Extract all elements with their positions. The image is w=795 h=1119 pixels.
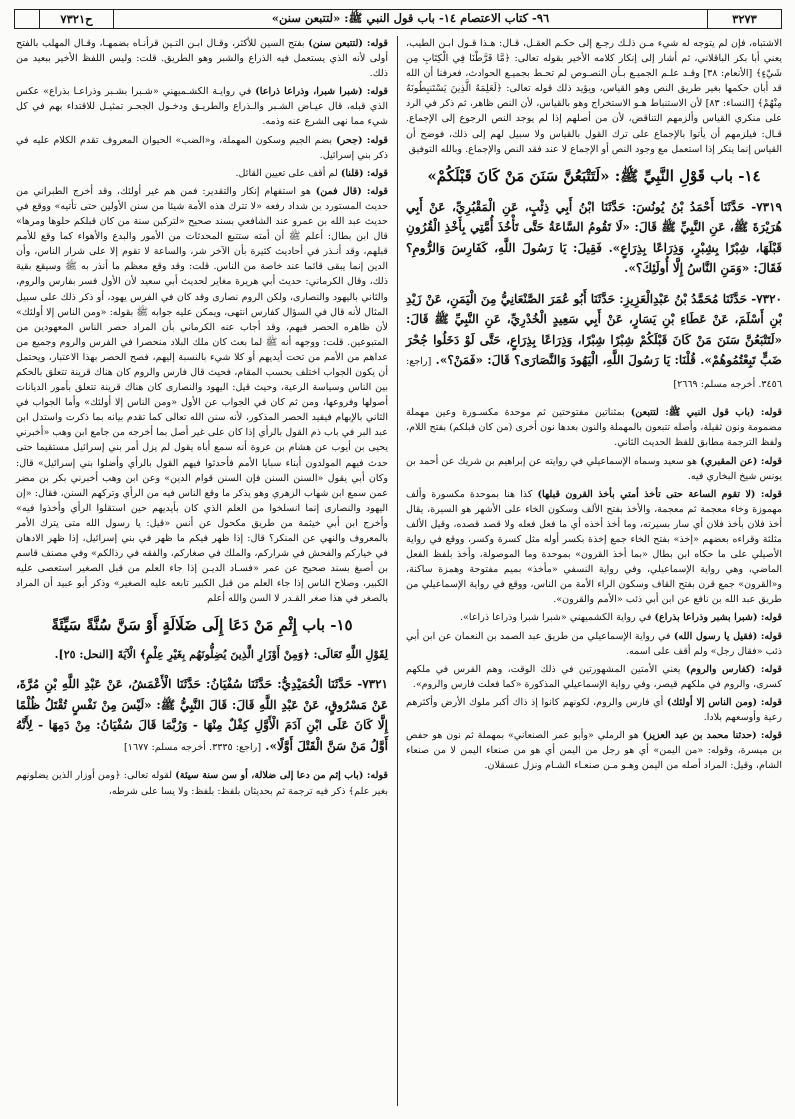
commentary-label: قوله: (فقيل يا رسول الله) [673, 630, 782, 642]
hadith-7320-reference: [راجع: ٣٤٥٦. أخرجه مسلم: ٢٦٦٩] [406, 356, 782, 390]
commentary-text: هو الرملي «وأبو عمر الصنعاني» بمهملة ثم نون هو حفص بن ميسرة، وقوله: «من اليمن» أي هو رجل من اليمن أي هو من صنعاء اليمن لا من صنعاء الشام، وقيل: المراد أصله من اليمن وهـو مـن صنعـاء الشـام ونزل عسقلان. [406, 730, 782, 772]
commentary-paragraph [406, 662, 782, 692]
commentary-label: قوله: (قلنا) [340, 167, 388, 179]
commentary-text: بمثناتين مفتوحتين ثم موحدة مكسـورة وعين مهملة مضمومة ونون ثقيلة، وأصله تتبعون بالمهملة والنون بعدها نون أخرى (من كان قبلكم) بفتح اللام، ولفظ الترجمة مطابق للفظ الحديث الثاني. [406, 407, 782, 449]
column-divider [397, 36, 398, 1106]
commentary-paragraph [406, 695, 782, 725]
hadith-7320 [406, 289, 782, 396]
commentary-text: كذا هنا بموحدة مكسورة وألف مهموزة وخاء معجمة ثم معجمة، والأخذ بفتح الألف وسكون الخاء على الأشهر هو السيرة، يقال أخذ فلان بأخذ فلان أي سار بسيرته، وما أخذ أخذه أي ما فعل فعله ولا قصد قصده، وقيل الألف مثلثة وقراءه بعضهم «إخذ» بفتح الخاء جمع إخذة بكسر أوله مثل كسرة وكسر، ووقع في رواية الأصيلي على ما حكاه ابن بطال «بما أخذ القرون» بموحدة وما الموصولة، وأخذ بلفظ الفعل الماضي، وهي رواية الإسماعيلي، وفي رواية النسفي «مأخذ» بميم مفتوحة وهمزة ساكنة، و«القرون» جمع قرن بفتح القاف وسكون الراء الأمة من الناس، ووقع في رواية الإسماعيلي من طريق عبد الله بن نافع عن ابن أبي ذئب «الأمم والقرون». [406, 488, 782, 606]
running-title: ٩٦- كتاب الاعتصام ١٤- باب قول النبي ﷺ: «لتتبعن سنن» [113, 10, 707, 28]
quran-citation: لِقَوْلِ اللَّهِ تَعَالَى: ﴿وَمِنْ أَوْزَارِ الَّذِينَ يُضِلُّونَهُم بِغَيْرِ عِلْمٍ﴾ الْآيَةَ [النحل: ٢٥]. [54, 648, 388, 662]
commentary-text: لقوله تعالى: ﴿ومن أوزار الذين يضلونهم بغير علم﴾ ذكر فيه ترجمة ثم بحديثان بلفظ: بلفظ: ولا يسا على شرطه، [16, 770, 388, 797]
commentary-paragraph [16, 133, 388, 163]
commentary-paragraph [406, 405, 782, 450]
chapter-heading-14: ١٤- باب قَوْلِ النَّبِيِّ ﷺ: «لَتَتْبَعُنَّ سَنَنَ مَنْ كَانَ قَبْلَكُمْ» [427, 166, 761, 185]
commentary-paragraph [406, 487, 782, 608]
commentary-paragraph [406, 728, 782, 773]
hadith-7321 [16, 674, 388, 758]
commentary-label: قوله: (عن المقبري) [700, 455, 783, 467]
commentary-text: هو سعيد وسماه الإسماعيلي في روايته عن إبراهيم بن شريك عن أحمد بن يونس شيخ البخاري فيه. [406, 455, 782, 482]
commentary-label: قوله: (لا تقوم الساعة حتى تأخذ أمتي بأخذ القرون قبلها) [537, 488, 782, 500]
commentary-label: قوله: (لتتبعن سنن) [308, 38, 388, 49]
header-blank-cell [15, 10, 39, 28]
commentary-label: قوله: (جحر) [336, 134, 388, 146]
commentary-paragraph [16, 184, 388, 607]
hadith-7319: ٧٣١٩- حَدَّثَنَا أَحْمَدُ بْنُ يُونُسَ: حَدَّثَنَا ابْنُ أَبِي ذِئْبٍ، عَنِ الْمَقْبُرِيِّ، عَنْ أَبِي هُرَيْرَةَ ﷺ، عَنِ النَّبِيِّ ﷺ قَالَ: «لَا تَقُومُ السَّاعَةُ حَتَّى تَأْخُذَ أُمَّتِي بِأَخْذِ الْقُرُونِ قَبْلَهَا، شِبْرًا بِشِبْرٍ، وَذِرَاعًا بِذِرَاعٍ». فَقِيلَ: يَا رَسُولَ اللَّهِ، كَفَارِسَ وَالرُّومِ؟ فَقَالَ: «وَمَنِ النَّاسُ إِلَّا أُولَئِكَ؟». [406, 199, 782, 276]
commentary-label: قوله: (ومن الناس إلا أولئك) [666, 696, 782, 708]
commentary-text: بضم الجيم وسكون المهملة، و«الضب» الحيوان المعروف تقدم الكلام عليه في ذكر بني إسرائيل. [16, 134, 388, 161]
hadith-7320-text: ٧٣٢٠- حَدَّثَنَا مُحَمَّدُ بْنُ عَبْدِالْعَزِيزِ: حَدَّثَنَا أَبُو عُمَرَ الصَّنْعَانِيُّ مِنَ الْيَمَنِ، عَنْ زَيْدِ بْنِ أَسْلَمَ، عَنْ عَطَاءِ بْنِ يَسَارٍ، عَنْ أَبِي سَعِيدٍ الْخُدْرِيِّ، عَنِ النَّبِيِّ ﷺ قَالَ: «لَتَتْبَعُنَّ سَنَنَ مَنْ كَانَ قَبْلَكُمْ شِبْرًا شِبْرًا، وَذِرَاعًا بِذِرَاعٍ، حَتَّى لَوْ دَخَلُوا جُحْرَ ضَبٍّ تَبِعْتُمُوهُمْ». قُلْنَا: يَا رَسُولَ اللَّهِ، الْيَهُودَ وَالنَّصَارَى؟ قَالَ: «فَمَنْ؟». [406, 291, 782, 368]
commentary-text: في رواية الكشميهني «شبرا شبرا وذراعا ذراعا». [459, 612, 652, 624]
commentary-text: في رواية الإسماعيلي من طريق عبد الصمد بن النعمان عن ابن أبي ذئب «فقال رجل» ولم أقف على اسمه. [406, 630, 782, 657]
hadith-7321-text: ٧٣٢١- حَدَّثَنَا الْحُمَيْدِيُّ: حَدَّثَنَا سُفْيَانُ: حَدَّثَنَا الْأَعْمَشُ، عَنْ عَبْدِ اللَّهِ بْنِ مُرَّةَ، عَنْ مَسْرُوقٍ، عَنْ عَبْدِ اللَّهِ قَالَ: قَالَ النَّبِيُّ ﷺ: «لَيْسَ مِنْ نَفْسٍ تُقْتَلُ ظُلْمًا إِلَّا كَانَ عَلَى ابْنِ آدَمَ الْأَوَّلِ كِفْلٌ مِنْهَا - وَرُبَّمَا قَالَ سُفْيَانُ: مِنْ دَمِهَا - لِأَنَّهُ أَوَّلُ مَنْ سَنَّ الْقَتْلَ أَوَّلًا». [16, 677, 388, 753]
chapter-heading-15: ١٥- باب إِثْمِ مَنْ دَعَا إِلَى ضَلَالَةٍ أَوْ سَنَّ سُنَّةً سَيِّئَةً [51, 616, 353, 635]
commentary-text: في روايـة الكشـميهني «شـبرا بشـبر وذراعـا بذراع» عكس الذي قبله، قال عيـاض الشـبر والـذراع والطريـق ودخـول الجحـر تمثيـل للاقتداء بهم في كل شيء مما نهى الشرع عنه وذمه. [16, 86, 388, 128]
intro-paragraph: الاشتباه، فإن لم يتوجه له شيء مـن ذلـك رجـع إلى حكـم العقـل، قـال: هـذا قـول ابـن الطيب، يعني أبا بكر الباقلاني، ثم أشار إلى إنكار كلامه الأخير بقوله تعالى: ﴿مَّا فَرَّطْنَا فِي الْكِتَابِ مِن شَيْءٍ﴾ [الأنعام: ٣٨] وقـد علـم الجميـع بـأن النصـوص لم تحـط بجميـع الحوادث، فعرفنا أن الله قد أبان حكمها بغير طريق النص وهو القياس، ويؤيد ذلك قوله تعالى: ﴿لَعَلِمَهُ الَّذِينَ يَسْتَنبِطُونَهُ مِنْهُمْ﴾ [النساء: ٨٣] لأن الاستنباط هـو الاستخراج وهو بالقياس، لأن النص ظاهر، ثم ذكر في الرد على منكري القياس وألزمهم التناقض، لأن من أصلهم إذا لم يوجد النص الرجوع إلى الإجماع. قـال: فيلزمهم أن يأتوا بالإجماع على ترك القول بالقياس ولا سبيل لهم إلى ذلك، فوضح أن القياس إنما ينكر إذا استعمل مع وجود النص أو الإجماع لا عند فقد النص والإجماع. وبالله التوفيق [406, 38, 782, 155]
commentary-paragraph [16, 768, 388, 798]
page-number: ٣٢٧٣ [707, 10, 781, 28]
commentary-text: يعني الأمتين المشهورتين في ذلك الوقت، وهم الفرس في ملكهم كسرى، والروم في ملكهم قيصر، وفي رواية الإسماعيلي المذكورة «كما فعلت فارس والروم». [406, 663, 782, 690]
commentary-text: لم أقف على تعيين القائل. [235, 167, 338, 179]
commentary-label: قوله: (شبرا بشبر وذراعا بذراع) [654, 612, 782, 624]
commentary-paragraph [406, 610, 782, 625]
hadith-range: ح٧٣٢١ [39, 10, 113, 28]
hadith-7321-reference: [راجع: ٣٣٣٥. أخرجه مسلم: ١٦٧٧] [124, 741, 262, 753]
commentary-text: أي فارس والروم، لكونهم كانوا إذ ذاك أكبر ملوك الأرض وأكثرهم رعية وأوسعهم بلادا. [406, 696, 782, 724]
left-column [16, 36, 388, 802]
commentary-label: قوله: (باب قول النبي ﷺ: لتتبعن) [630, 407, 782, 419]
commentary-label: قوله: (شبرا شبرا، وذراعا ذراعا) [255, 86, 388, 98]
document-page [14, 6, 782, 1110]
commentary-text: بفتح السين للأكثر، وقـال ابـن التـين قرأنـاه بضمهـا، وقـال المهلب بالفتح أولى لأنه الذي يستعمل فيه الذراع والشبر وهو الطريق. قلت: وليس اللفظ الأخير ببعيد من ذلك. [16, 38, 388, 80]
commentary-paragraph [16, 166, 388, 181]
commentary-label: قوله: (باب إثم من دعا إلى ضلالة، أو سن سنة سيئة) [175, 770, 388, 782]
commentary-label: قوله: (حدثنا محمد بن عبد العزيز) [642, 730, 782, 742]
running-header [14, 9, 782, 29]
commentary-paragraph [16, 84, 388, 129]
right-column [406, 36, 782, 776]
commentary-label: قوله: (كفارس والروم) [685, 663, 782, 675]
commentary-paragraph [16, 36, 388, 81]
commentary-text: هو استفهام إنكار والتقدير: فمن هم غير أولئك، وقد أخرج الطبراني من حديث المستورد بن شداد رفعه «لا تترك هذه الأمة شيئا من سنن الأولين حتى تأتيه» ووقع في حديث عبد الله بن عمرو عند الشافعي بسند صحيح «لتركبن سنة من كان قبلكم حلوها ومرها» قال ابن بطال: أعلم ﷺ أن أمته ستتبع المحدثات من الأمور والبدع والأهواء كما وقع للأمم قبلهم، وقد أنـذر في أحاديث كثيرة بأن الآخر شر، والساعة لا تقوم إلا على شرار الناس، وأن الدين إنما يبقى قائما عند خاصة من الناس. قلت: وقد وقع معظم ما أنذر به ﷺ وسيقع بقية ذلك، وقال الكرماني: حديث أبي هريرة مغاير لحديث أبي سعيد لأن الأول فسر بفارس والروم، والثاني باليهود والنصارى، ولكن الروم نصارى وقد كان في الفرس يهود، أو ذكر ذلك على سبيل المثال لأنه قال في السؤال كفارس انتهى، ويمكن عليه جوابه ﷺ بقوله: «ومن الناس إلا أولئك» لأن ظاهره الحصر فيهم، وقد أجاب عنه الكرماني بأن المراد حصر الناس المعهودين من المتبوعين. قلت: ووجهه أنه ﷺ لما بعث كان ملك البلاد منحصرا في الفرس والروم وجميع من عداهم من الأمم من تحت أيديهم أو كلا شيء بالنسبة إليهم، فصح الحصر بهذا الاعتبار، ويحتمل أن يكون الجواب اختلف بحسب المقام، فحيث قال فارس والروم كان هناك قرينة تتعلق بالحكم بين الناس وسياسة الرعية، وحيث قيل: اليهود والنصارى كان هناك قرينة تتعلق بأمور الديانات أصولها وفروعها، ومن ثم كان في الجواب عن الأول «ومن الناس إلا أولئك» وأما الجواب في الثاني بالإبهام فيفيد الحصر المذكور، لأنه سنن الله تعالى كما تقدم بيانه بما ذكرت واستدل ابن عبد البر في باب ذم القول بالرأي إذا كان على غير أصل بما أخرجه من جامع ابن وهب «أخبرني يحيى بن أيوب عن هشام بن عروة أنه سمع أباه يقول لم يزل أمر بني إسرائيل مستقيما حتى حدث فيهم المولدون أبناء سبايا الأمم فأحدثوا فيهم القول بالرأي وأضلوا بني إسرائيل» قال: وكان أبي يقول «السنن السنن فإن السنن قوام الدين» وعن ابن وهب أخبرني بكر بن مضر عمن سمع ابن شهاب الزهري وهو يذكر ما وقع الناس فيه من الرأي وتركهم السنن، فقال: «إن اليهود والنصارى إنما انسلخوا من العلم الذي كان بأيديهم حين استقلوا الرأي وأخذوا فيه» وأخرج ابن أبي خيثمة من طريق مكحول عن أنس «قيل: يا رسول الله متى يترك الأمر بالمعروف والنهي عن المنكر؟ قال: إذا ظهر فيكم ما ظهر في بني إسرائيل، إذا ظهر الادهان في خياركم والفحش في شراركم، والملك في صغاركم، والفقه في رذالكم» وفي مصنف قاسم بن أصبغ بسند صحيح عن عمر «فسـاد الديـن إذا جاء العلم من قبل الصغير استعصى عليه الكبير، وصلاح الناس إذا جاء العلم من قبل الكبير تابعه عليه الصغير» وذكر أبو عبيد أن المراد بالصغر في هذا صغر القـدر لا السن والله أعلم [16, 185, 388, 605]
commentary-label: قوله: (قال فمن) [315, 185, 388, 197]
commentary-paragraph [406, 629, 782, 659]
commentary-paragraph [406, 454, 782, 484]
